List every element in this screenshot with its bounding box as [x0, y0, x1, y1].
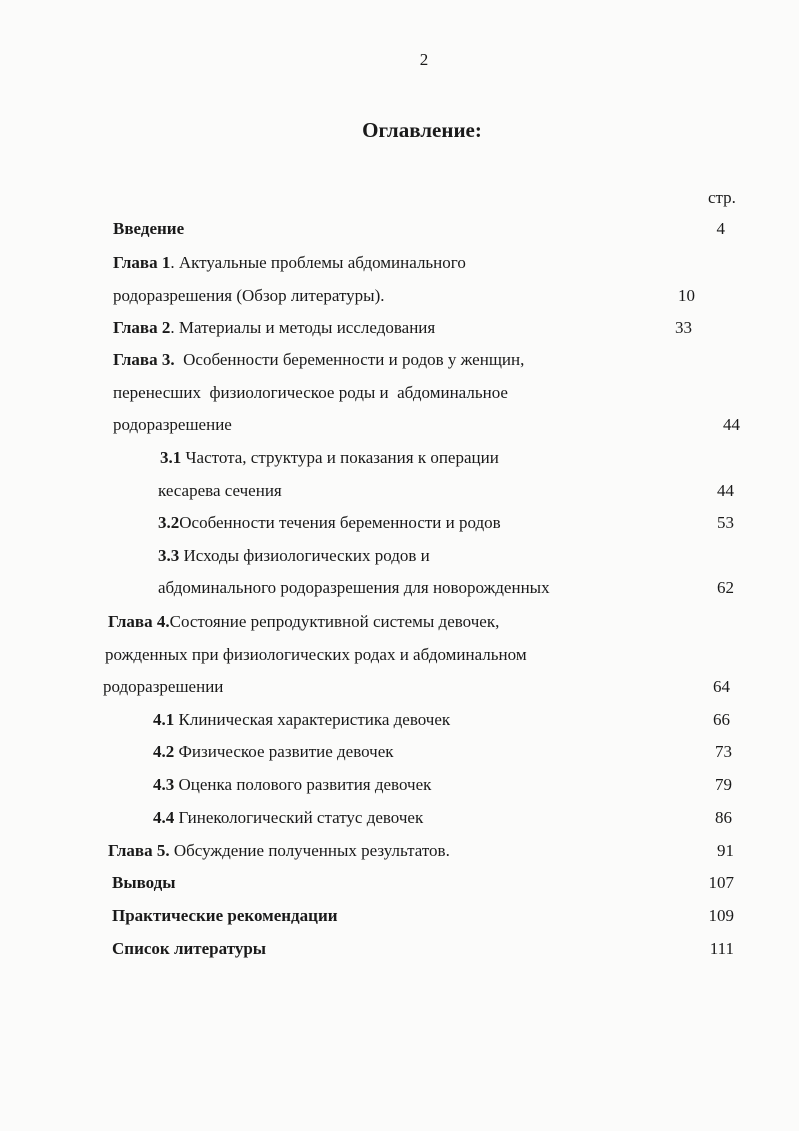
toc-entry-page: 62 — [717, 578, 734, 597]
toc-entry-chapter-1 — [113, 253, 466, 273]
toc-entry-text: Особенности беременности и родов у женщин, — [174, 350, 525, 369]
toc-entry-chapter-5 — [108, 841, 450, 861]
toc-entry-bold: 4.1 — [153, 710, 175, 729]
toc-entry-bold: 3.1 — [160, 448, 182, 467]
toc-entry-page: 64 — [713, 677, 730, 696]
page-column-label: стр. — [708, 188, 736, 207]
toc-entry-section-3-3 — [158, 546, 430, 566]
toc-entry-bold: Выводы — [112, 873, 176, 892]
toc-entry-conclusions — [112, 873, 176, 893]
toc-entry-bold: Глава 3. — [113, 350, 175, 369]
toc-entry-page: 107 — [708, 873, 734, 892]
toc-entry-bold: 3.2 — [158, 513, 180, 532]
toc-entry-text: Гинекологический статус девочек — [174, 808, 424, 827]
toc-entry-continuation — [103, 677, 223, 697]
page-number: 2 — [419, 50, 429, 69]
toc-entry-text: родоразрешение — [113, 415, 232, 434]
toc-entry-continuation — [113, 383, 508, 403]
toc-entry-bold: Глава 4. — [108, 612, 170, 631]
toc-entry-bold: 4.4 — [153, 808, 175, 827]
toc-entry-page: 86 — [715, 808, 732, 827]
toc-entry-bold: 4.2 — [153, 742, 175, 761]
toc-entry-text: Исходы физиологических родов и — [179, 546, 430, 565]
toc-entry-section-4-3 — [153, 775, 431, 795]
toc-entry-continuation — [158, 481, 282, 501]
toc-entry-page: 44 — [717, 481, 734, 500]
toc-entry-continuation — [158, 578, 550, 598]
toc-entry-page: 73 — [715, 742, 732, 761]
toc-entry-page: 91 — [717, 841, 734, 860]
toc-entry-text: . Материалы и методы исследования — [170, 318, 436, 337]
toc-entry-bold: Глава 2 — [113, 318, 171, 337]
toc-entry-bold: 4.3 — [153, 775, 175, 794]
toc-entry-text: Особенности течения беременности и родов — [179, 513, 501, 532]
toc-entry-continuation — [113, 415, 232, 435]
toc-entry-text: кесарева сечения — [158, 481, 282, 500]
toc-entry-text: Частота, структура и показания к операции — [181, 448, 499, 467]
toc-entry-bold: Список литературы — [112, 939, 267, 958]
toc-entry-page: 53 — [717, 513, 734, 532]
toc-entry-chapter-4 — [108, 612, 499, 632]
toc-entry-continuation — [105, 645, 527, 665]
toc-entry-text: Физическое развитие девочек — [174, 742, 394, 761]
toc-entry-page: 109 — [708, 906, 734, 925]
toc-entry-page: 4 — [716, 219, 725, 238]
toc-entry-references — [112, 939, 266, 959]
toc-entry-bold: Глава 5. — [108, 841, 170, 860]
toc-entry-page: 33 — [675, 318, 692, 337]
toc-entry-recommendations — [112, 906, 338, 926]
toc-entry-introduction — [113, 219, 184, 239]
toc-entry-bold: 3.3 — [158, 546, 180, 565]
toc-entry-page: 10 — [678, 286, 695, 305]
toc-entry-page: 66 — [713, 710, 730, 729]
toc-entry-page: 44 — [723, 415, 740, 434]
toc-entry-section-4-1 — [153, 710, 450, 730]
toc-entry-bold: Практические рекомендации — [112, 906, 338, 925]
toc-entry-page: 79 — [715, 775, 732, 794]
toc-entry-bold: Введение — [113, 219, 185, 238]
toc-entry-page: 111 — [709, 939, 734, 958]
toc-title: Оглавление: — [362, 118, 482, 142]
toc-entry-text: Клиническая характеристика девочек — [174, 710, 451, 729]
toc-entry-section-3-1 — [160, 448, 499, 468]
toc-entry-text: Обсуждение полученных результатов. — [169, 841, 450, 860]
toc-entry-text: перенесших физиологическое роды и абдоминальное — [113, 383, 508, 402]
toc-entry-chapter-2 — [113, 318, 435, 338]
toc-entry-text: родоразрешении — [103, 677, 224, 696]
toc-entry-text: Состояние репродуктивной системы девочек, — [169, 612, 500, 631]
toc-entry-text: Оценка полового развития девочек — [174, 775, 432, 794]
toc-entry-chapter-3 — [113, 350, 524, 370]
toc-entry-text: родоразрешения (Обзор литературы). — [113, 286, 385, 305]
toc-entry-section-4-2 — [153, 742, 394, 762]
toc-entry-bold: Глава 1 — [113, 253, 171, 272]
toc-entry-text: рожденных при физиологических родах и абдоминальном — [105, 645, 527, 664]
toc-entry-text: абдоминального родоразрешения для новорожденных — [158, 578, 550, 597]
toc-entry-section-3-2 — [158, 513, 501, 533]
toc-entry-continuation — [113, 286, 385, 306]
toc-entry-section-4-4 — [153, 808, 423, 828]
toc-entry-text: . Актуальные проблемы абдоминального — [170, 253, 466, 272]
